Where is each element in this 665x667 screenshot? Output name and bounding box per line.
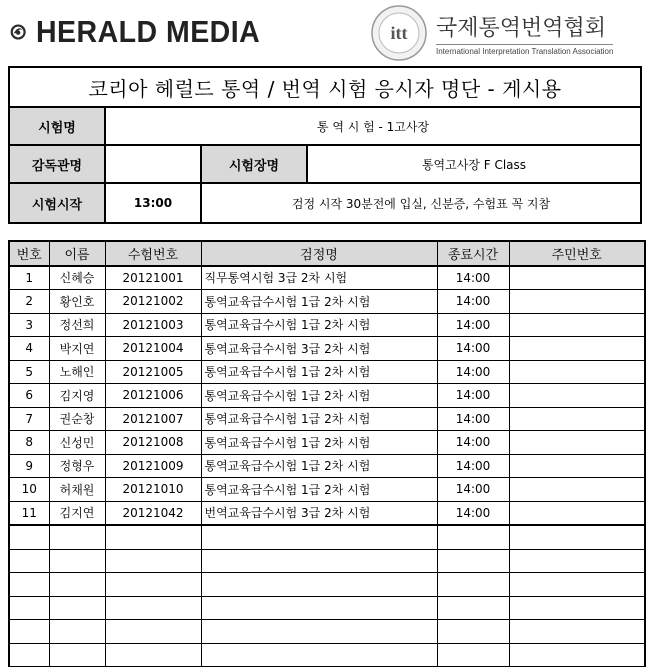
- blank-cell: [105, 643, 201, 667]
- candidate-name: 노해인: [49, 360, 105, 384]
- candidate-name: 정선희: [49, 313, 105, 337]
- row-number: 10: [9, 478, 49, 502]
- table-row: [9, 454, 645, 478]
- end-time: 14:00: [437, 407, 509, 431]
- blank-cell: [437, 620, 509, 644]
- blank-cell: [105, 549, 201, 573]
- row-number: 7: [9, 407, 49, 431]
- exam-id: 20121006: [105, 384, 201, 408]
- blank-cell: [105, 525, 201, 549]
- blank-cell: [437, 525, 509, 549]
- blank-cell: [105, 573, 201, 597]
- table-row: [9, 501, 645, 525]
- table-row: [9, 431, 645, 455]
- blank-cell: [9, 596, 49, 620]
- blank-cell: [437, 573, 509, 597]
- start-label: 시험시작: [10, 184, 106, 222]
- row-number: 9: [9, 454, 49, 478]
- blank-cell: [9, 525, 49, 549]
- blank-row: [9, 573, 645, 597]
- start-row: [10, 184, 640, 222]
- venue-value: 통역고사장 F Class: [421, 157, 527, 172]
- blank-cell: [49, 525, 105, 549]
- exam-name: 통역교육급수시험 1급 2차 시험: [201, 384, 437, 408]
- table-row: [9, 384, 645, 408]
- resident-number: [509, 266, 645, 290]
- supervisor-value: [106, 146, 202, 182]
- itt-seal-icon: [370, 4, 428, 62]
- blank-row: [9, 643, 645, 667]
- candidate-name: 박지연: [49, 337, 105, 361]
- end-time: 14:00: [437, 313, 509, 337]
- resident-number: [509, 337, 645, 361]
- candidate-name: 김지영: [49, 384, 105, 408]
- page-title: 코리아 헤럴드 통역 / 번역 시험 응시자 명단 - 게시용: [10, 68, 640, 108]
- blank-cell: [201, 596, 437, 620]
- exam-id: 20121009: [105, 454, 201, 478]
- herald-media-logo: [10, 6, 280, 58]
- blank-cell: [201, 525, 437, 549]
- col-header-name: 이름: [49, 241, 105, 266]
- blank-row: [9, 596, 645, 620]
- blank-cell: [9, 643, 49, 667]
- table-row: [9, 337, 645, 361]
- blank-row: [9, 525, 645, 549]
- supervisor-row: [10, 146, 640, 184]
- blank-cell: [437, 596, 509, 620]
- candidate-name: 신성민: [49, 431, 105, 455]
- entry-notice: 검정 시작 30분전에 입실, 신분증, 수험표 꼭 지참: [291, 196, 551, 211]
- blank-cell: [9, 620, 49, 644]
- col-header-resident-number: 주민번호: [509, 241, 645, 266]
- blank-cell: [105, 596, 201, 620]
- blank-cell: [49, 549, 105, 573]
- itt-logo: [370, 4, 655, 62]
- end-time: 14:00: [437, 337, 509, 361]
- exam-name: 통역교육급수시험 1급 2차 시험: [201, 454, 437, 478]
- exam-id: 20121002: [105, 290, 201, 314]
- col-header-exam-name: 검정명: [201, 241, 437, 266]
- col-header-exam-id: 수험번호: [105, 241, 201, 266]
- exam-name: 통역교육급수시험 1급 2차 시험: [201, 360, 437, 384]
- end-time: 14:00: [437, 501, 509, 525]
- exam-name: 번역교육급수시험 3급 2차 시험: [201, 501, 437, 525]
- table-row: [9, 313, 645, 337]
- blank-cell: [49, 573, 105, 597]
- blank-row: [9, 549, 645, 573]
- blank-cell: [9, 549, 49, 573]
- org-english-name: International Interpretation Translation Association: [436, 44, 613, 56]
- blank-cell: [9, 573, 49, 597]
- org-korean-name: 국제통역번역협회: [436, 15, 607, 41]
- venue-label: 시험장명: [202, 146, 308, 182]
- herald-swirl-icon: [10, 6, 26, 58]
- candidate-name: 정형우: [49, 454, 105, 478]
- table-row: [9, 478, 645, 502]
- blank-cell: [509, 596, 645, 620]
- resident-number: [509, 360, 645, 384]
- blank-cell: [201, 620, 437, 644]
- blank-cell: [509, 549, 645, 573]
- row-number: 2: [9, 290, 49, 314]
- table-row: [9, 290, 645, 314]
- exam-name: 통역교육급수시험 1급 2차 시험: [201, 290, 437, 314]
- resident-number: [509, 290, 645, 314]
- end-time: 14:00: [437, 290, 509, 314]
- table-header-row: [9, 241, 645, 266]
- exam-id: 20121007: [105, 407, 201, 431]
- end-time: 14:00: [437, 478, 509, 502]
- blank-cell: [437, 643, 509, 667]
- exam-name: 직무통역시험 3급 2차 시험: [201, 266, 437, 290]
- exam-name: 통역교육급수시험 3급 2차 시험: [201, 337, 437, 361]
- blank-cell: [201, 643, 437, 667]
- end-time: 14:00: [437, 360, 509, 384]
- resident-number: [509, 454, 645, 478]
- blank-cell: [49, 620, 105, 644]
- blank-cell: [201, 549, 437, 573]
- col-header-number: 번호: [9, 241, 49, 266]
- blank-cell: [509, 643, 645, 667]
- start-time: 13:00: [106, 184, 202, 222]
- resident-number: [509, 313, 645, 337]
- exam-id: 20121001: [105, 266, 201, 290]
- blank-cell: [201, 573, 437, 597]
- table-row: [9, 360, 645, 384]
- blank-row: [9, 620, 645, 644]
- row-number: 1: [9, 266, 49, 290]
- end-time: 14:00: [437, 384, 509, 408]
- candidate-name: 권순창: [49, 407, 105, 431]
- blank-cell: [49, 643, 105, 667]
- exam-id: 20121008: [105, 431, 201, 455]
- end-time: 14:00: [437, 431, 509, 455]
- blank-cell: [49, 596, 105, 620]
- svg-text:itt: itt: [390, 23, 408, 43]
- candidate-name: 김지연: [49, 501, 105, 525]
- resident-number: [509, 407, 645, 431]
- candidate-name: 허채원: [49, 478, 105, 502]
- exam-info-block: [8, 66, 642, 224]
- exam-name-label: 시험명: [10, 108, 106, 144]
- exam-name: 통역교육급수시험 1급 2차 시험: [201, 478, 437, 502]
- blank-cell: [509, 525, 645, 549]
- exam-id: 20121005: [105, 360, 201, 384]
- row-number: 4: [9, 337, 49, 361]
- exam-name-value: 통 역 시 험 - 1고사장: [316, 119, 430, 134]
- roster-table: [8, 240, 646, 667]
- row-number: 3: [9, 313, 49, 337]
- candidate-name: 신혜승: [49, 266, 105, 290]
- row-number: 6: [9, 384, 49, 408]
- resident-number: [509, 478, 645, 502]
- herald-media-wordmark: HERALD MEDIA: [36, 14, 261, 49]
- row-number: 11: [9, 501, 49, 525]
- supervisor-label: 감독관명: [10, 146, 106, 182]
- exam-id: 20121003: [105, 313, 201, 337]
- row-number: 8: [9, 431, 49, 455]
- resident-number: [509, 501, 645, 525]
- table-row: [9, 266, 645, 290]
- table-row: [9, 407, 645, 431]
- exam-name-row: [10, 108, 640, 146]
- blank-cell: [105, 620, 201, 644]
- resident-number: [509, 431, 645, 455]
- end-time: 14:00: [437, 454, 509, 478]
- candidate-name: 황인호: [49, 290, 105, 314]
- exam-id: 20121042: [105, 501, 201, 525]
- resident-number: [509, 384, 645, 408]
- exam-name: 통역교육급수시험 1급 2차 시험: [201, 431, 437, 455]
- exam-id: 20121010: [105, 478, 201, 502]
- exam-id: 20121004: [105, 337, 201, 361]
- blank-cell: [437, 549, 509, 573]
- end-time: 14:00: [437, 266, 509, 290]
- exam-name: 통역교육급수시험 1급 2차 시험: [201, 313, 437, 337]
- blank-cell: [509, 573, 645, 597]
- col-header-end-time: 종료시간: [437, 241, 509, 266]
- row-number: 5: [9, 360, 49, 384]
- blank-cell: [509, 620, 645, 644]
- exam-name: 통역교육급수시험 1급 2차 시험: [201, 407, 437, 431]
